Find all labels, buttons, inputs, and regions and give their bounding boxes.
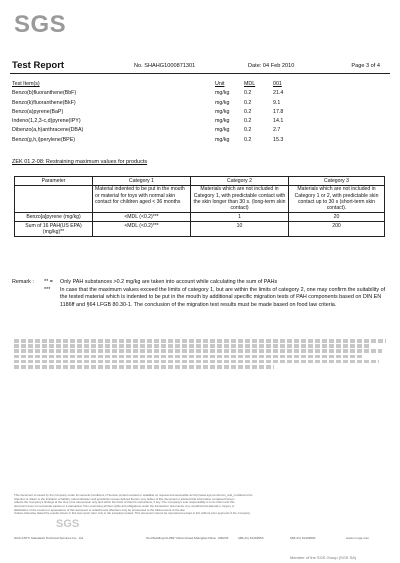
remark-note-2-key: *** [44,287,51,293]
zek-heading: ZEK 01.2-08: Restraining maximum values for products [12,159,148,165]
remark-label: Remark : [12,279,34,285]
item-result: 17.8 [273,108,284,115]
item-unit: mg/kg [215,99,230,106]
item-unit: mg/kg [215,127,230,134]
item-result: 21.4 [273,90,284,97]
member-of-group: Member of the SGS Group (SGS SA) [290,555,357,560]
footer-zip: 200233 [218,536,229,540]
category-1-description: Material indented to be put in the mouth or material for toys with normal skin contact for children aged < 36 months [93,185,191,213]
category-3-value: 20 [289,213,385,222]
disclaimer-line: reflects the Company's findings at the time of its intervention only and within the limits of Client's instructions, if any. The Company's sole responsibility is to its Client and this [14,501,235,505]
item-name: Benzo(k)fluoranthene(BkF) [12,99,76,106]
column-header-result: 001 [273,81,282,87]
category-3-value: 200 [289,222,385,237]
item-mdl: 0.2 [244,136,252,143]
item-name: Benzo(g,h,i)perylene(BPE) [12,136,76,143]
table-row [12,108,302,117]
table-row [12,99,302,108]
report-title: Test Report [12,60,65,71]
item-result: 9.1 [273,99,281,106]
category-2-description: Materials which are not included in Category 1, with predictable contact with the skin longer than 30 s. (long-term skin contact) [191,185,289,213]
footer-fax: f(86-21) 61402594 [290,536,316,540]
disclaimer-line: document does not exonerate parties to a transaction from exercising all their rights and obligations under the transaction documents. Any unauthorized alteration, forgery or [14,505,235,509]
remark-note-1-text: Only PAH substances >0.2 mg/kg are taken into account while calculating the sum of PAHs [60,279,278,285]
column-header-item: Test Item(s) [12,81,40,87]
item-mdl: 0.2 [244,127,252,134]
footer-disclaimer [14,494,390,516]
disclaimer-line: falsification of the content or appearance of this document is unlawful and offenders may be prosecuted to the fullest extent of the law. [14,508,186,512]
item-mdl: 0.2 [244,108,252,115]
disclaimer-line: Attention is drawn to the limitation of liability, indemnification and jurisdiction issues defined therein. Any holder of this document is advised that information contained hereon [14,497,235,501]
table-row [15,222,385,237]
parameter-name: Benzo[a]pyrene (mg/kg) [15,213,93,222]
header-divider [10,73,390,74]
column-header-unit: Unit [215,81,225,87]
results-table [12,80,302,145]
category-1-value: <MDL (<0.2)*** [93,222,191,237]
table-row [12,126,302,135]
report-header [12,60,390,74]
item-mdl: 0.2 [244,99,252,106]
footer-tel: t(86-21) 61402553 [238,536,264,540]
header-parameter: Parameter [15,177,93,186]
report-date: Date: 04 Feb 2010 [248,63,295,69]
header-category-3: Category 3 [289,177,385,186]
footer-sgs-logo: SGS [56,518,80,530]
item-unit: mg/kg [215,136,230,143]
item-result: 15.3 [273,136,284,143]
item-mdl: 0.2 [244,118,252,125]
remark-note-1-key: ** = [44,279,53,285]
report-number: No. SHAHG1000871301 [134,63,196,69]
category-2-value: 10 [191,222,289,237]
table-row [12,89,302,98]
parameter-name: Sum of 16 PAH(US EPA) (mg/kg)** [15,222,93,237]
page-number: Page 3 of 4 [351,63,380,69]
disclaimer-line: This document is issued by the Company under its General Conditions of Service printed overleaf or available on request and accessible at http://www.sgs.com/terms_and_conditions.htm. [14,494,254,497]
column-header-mdl: MDL [244,81,256,87]
table-row [15,213,385,222]
item-result: 2.7 [273,127,281,134]
item-unit: mg/kg [215,108,230,115]
category-2-value: 1 [191,213,289,222]
sgs-logo: SGS [14,11,67,38]
item-name: Benzo(b)fluoranthene(BbF) [12,90,77,97]
item-name: Benzo(a)pyrene(BaP) [12,108,64,115]
table-row [12,117,302,126]
item-result: 14.1 [273,118,284,125]
footer-address: Test Building No.889 Yishan Road,Shanghai,China [146,536,216,540]
header-category-2: Category 2 [191,177,289,186]
item-mdl: 0.2 [244,90,252,97]
faded-watermark-text [14,339,386,375]
category-3-description: Materials which are not included in Category 1 or 2, with predictable skin contact up to 30 s (short-term skin contact). [289,185,385,213]
item-unit: mg/kg [215,90,230,97]
disclaimer-line: Unless otherwise stated the results shown in this test report refer only to the sample(s) tested. This document cannot be reproduced except in full, without prior approval of the Company. [14,512,251,516]
table-row [12,136,302,145]
footer-website: www.cn.sgs.com [346,536,370,540]
remark-note-2-text: In case that the maximum values exceed the limits of category 1, but are within the limits of category 2, one may confirm the suitability of the tested material which is indented to be put in the mouth by additional specific migration tests of PAH components based on DIN EN 1186ff and §64 LFGB 80.30-1. The conclusion of the migration test results must be made based on food law criteria. [60,287,386,308]
limits-header-row [15,177,385,186]
footer-company: SGS-CSTC Standards Technical Services Co., Ltd. [14,536,84,540]
item-name: Dibenzo(a,h)anthracene(DBA) [12,127,84,134]
item-name: Indeno(1,2,3-c,d)pyrene(IPY) [12,118,81,125]
limits-table [14,176,385,237]
description-blank [15,185,93,213]
limits-description-row [15,185,385,213]
item-unit: mg/kg [215,118,230,125]
category-1-value: <MDL (<0.2)*** [93,213,191,222]
results-header-row [12,80,302,89]
header-category-1: Category 1 [93,177,191,186]
